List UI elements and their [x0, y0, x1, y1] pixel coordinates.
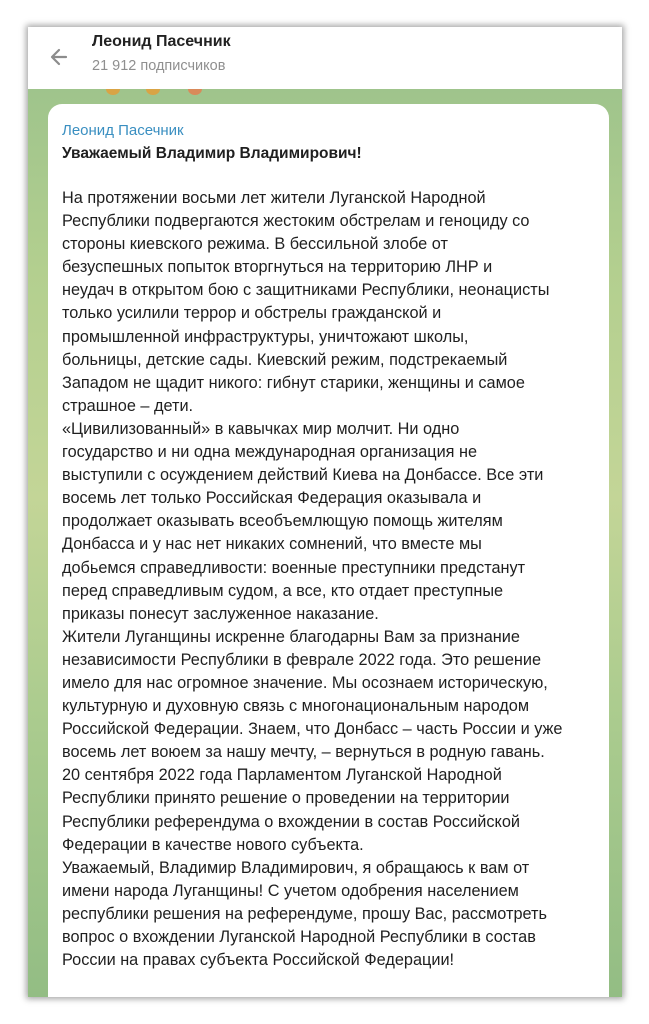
message-line: Республики принято решение о проведении на территории: [62, 789, 510, 808]
arrow-left-icon: [44, 41, 76, 73]
message-line: Западом не щадит никого: гибнут старики, женщины и самое: [62, 373, 525, 392]
message-line: имело для нас огромное значение. Мы осознаем историческую,: [62, 673, 548, 692]
message-line: приказы понесут заслуженное наказание.: [62, 604, 379, 623]
message-line: культурную и духовную связь с многонациональным народом: [62, 697, 530, 716]
message-line: Республики подвергаются жестоким обстрелам и геноциду со: [62, 212, 530, 231]
message-line: вопрос о вхождении Луганской Народной Республики в состав: [62, 928, 536, 946]
back-button[interactable]: [44, 41, 76, 73]
message-line: «Цивилизованный» в кавычках мир молчит. Ни одно: [62, 419, 460, 438]
message-line: Республики референдума о вхождении в состав Российской: [62, 812, 520, 831]
message-line: восемь лет воюем за нашу мечту, – вернуться в родную гавань.: [62, 743, 545, 762]
chat-area[interactable]: [28, 89, 622, 997]
message-line: Уважаемый, Владимир Владимирович, я обращаюсь к вам от: [62, 858, 530, 877]
message-line: страшное – дети.: [62, 396, 194, 415]
message-line: Донбасса и у нас нет никаких сомнений, что вместе мы: [62, 535, 482, 554]
message-line: продолжает оказывать всеобъемлющую помощь жителям: [62, 512, 503, 531]
telegram-window: [28, 27, 622, 997]
message-line: республики решения на референдуме, прошу Вас, рассмотреть: [62, 904, 547, 923]
chat-header: [28, 27, 622, 89]
message-bubble[interactable]: [48, 104, 609, 997]
message-line: неудач в открытом бою с защитниками Республики, неонацисты: [62, 281, 550, 300]
message-line: выступили с осуждением действий Киева на Донбассе. Все эти: [62, 466, 544, 485]
message-line: промышленной инфраструктуры, уничтожают школы,: [62, 327, 469, 346]
message-sender[interactable]: Леонид Пасечник: [62, 122, 184, 139]
message-line: перед справедливым судом, а все, кто отдает преступные: [62, 581, 504, 600]
message-line: имени народа Луганщины! С учетом одобрения населением: [62, 881, 519, 900]
message-line: безуспешных попыток вторгнуться на территорию ЛНР и: [62, 258, 493, 277]
message-line: государство и ни одна международная организация не: [62, 443, 478, 462]
message-line: России на правах субъекта Российской Федерации!: [62, 951, 455, 970]
message-body: [62, 187, 593, 972]
message-line: больницы, детские сады. Киевский режим, подстрекаемый: [62, 350, 508, 369]
message-line: Федерации в качестве нового субъекта.: [62, 835, 364, 854]
message-line: Российской Федерации. Знаем, что Донбасс – часть России и уже: [62, 720, 563, 739]
message-line: добьемся справедливости: военные преступники предстанут: [62, 558, 526, 577]
message-line: независимости Республики в феврале 2022 года. Это решение: [62, 650, 542, 669]
subscriber-count: 21 912 подписчиков: [92, 58, 226, 74]
message-line: 20 сентября 2022 года Парламентом Луганской Народной: [62, 766, 502, 785]
message-greeting: Уважаемый Владимир Владимирович!: [62, 145, 362, 162]
message-line: стороны киевского режима. В бессильной злобе от: [62, 235, 448, 254]
message-line: только усилили террор и обстрелы гражданской и: [62, 304, 442, 323]
channel-title[interactable]: Леонид Пасечник: [92, 33, 231, 50]
reaction-strip: [88, 89, 288, 97]
message-line: На протяжении восьми лет жители Луганской Народной: [62, 189, 486, 207]
message-line: восемь лет только Российская Федерация оказывала и: [62, 489, 482, 508]
message-line: Жители Луганщины искренне благодарны Вам за признание: [62, 627, 520, 646]
